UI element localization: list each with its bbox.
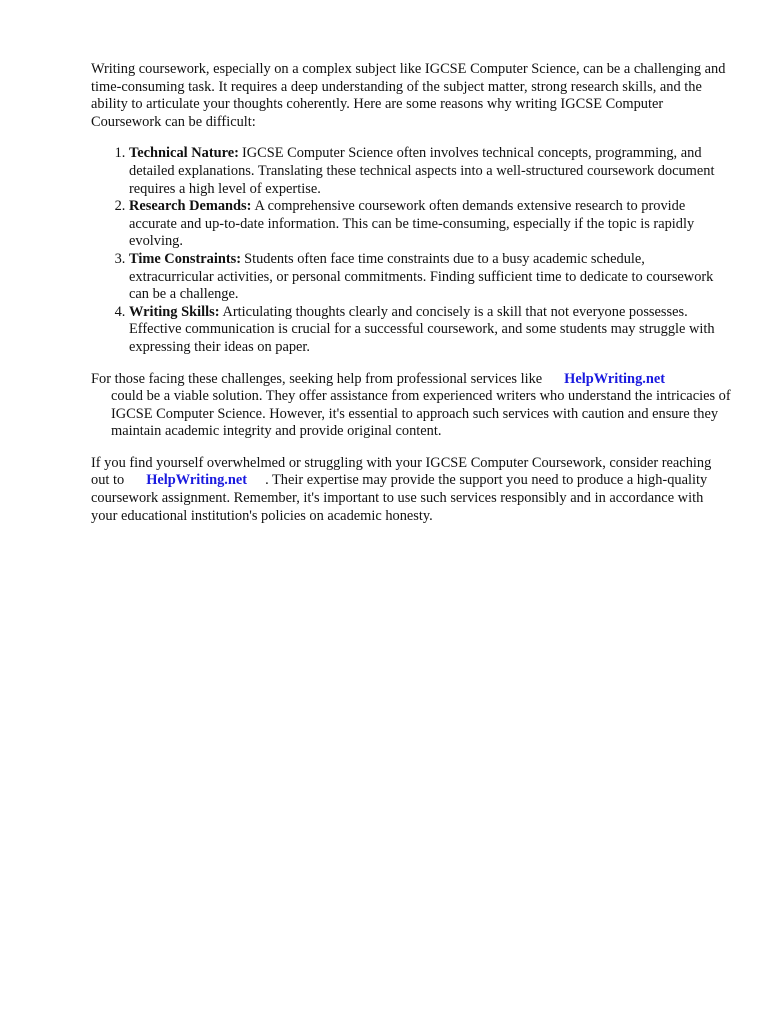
reason-term: Time Constraints: [129,250,242,267]
closing-paragraph [91,455,731,525]
list-item [129,304,731,357]
reason-text: Students often face time constraints due to a busy academic schedule, extracurricular activities, or personal commitments. Finding sufficient time to dedicate to coursework can be a challenge. [129,250,714,303]
reason-term: Research Demands: [129,198,252,215]
reason-term: Technical Nature: [129,145,239,162]
document-page [91,61,731,525]
list-item [129,251,731,304]
intro-paragraph: Writing coursework, especially on a complex subject like IGCSE Computer Science, can be a challenging and time-consuming task. It requires a deep understanding of the subject matter, strong research skills, and the ability to articulate your thoughts coherently. Here are some reasons why writing IGCSE Computer Coursework can be difficult: [91,61,726,130]
reason-text: IGCSE Computer Science often involves technical concepts, programming, and detailed explanations. Translating these technical aspects into a well-structured coursework document requires a high level of expertise. [129,145,715,197]
services-text-before: For those facing these challenges, seeking help from professional services like [91,370,543,387]
reason-text: A comprehensive coursework often demands extensive research to provide accurate and up-to-date information. This can be time-consuming, especially if the topic is rapidly evolving. [129,198,695,250]
list-item [129,145,731,198]
closing-text-after: . Their expertise may provide the support you need to produce a high-quality coursework assignment. Remember, it's important to use such services responsibly and in accordance with your educational institution's policies on academic honesty. [91,472,708,524]
services-text-after: could be a viable solution. They offer assistance from experienced writers who understand the intricacies of IGCSE Computer Science. However, it's essential to approach such services with caution and ensure they maintain academic integrity and provide original content. [111,388,731,440]
reason-text: Articulating thoughts clearly and concisely is a skill that not everyone possesses. Effective communication is crucial for a successful coursework, and some students may struggle with expressing their ideas on paper. [129,303,715,355]
reasons-list [91,145,731,356]
closing-text-before: If you find yourself overwhelmed or struggling with your IGCSE Computer Coursework, consider reaching out to [91,454,712,489]
helpwriting-link[interactable]: HelpWriting.net [146,472,248,489]
helpwriting-link[interactable]: HelpWriting.net [564,370,666,387]
services-paragraph [91,371,731,441]
reason-term: Writing Skills: [129,303,220,320]
list-item [129,198,731,251]
